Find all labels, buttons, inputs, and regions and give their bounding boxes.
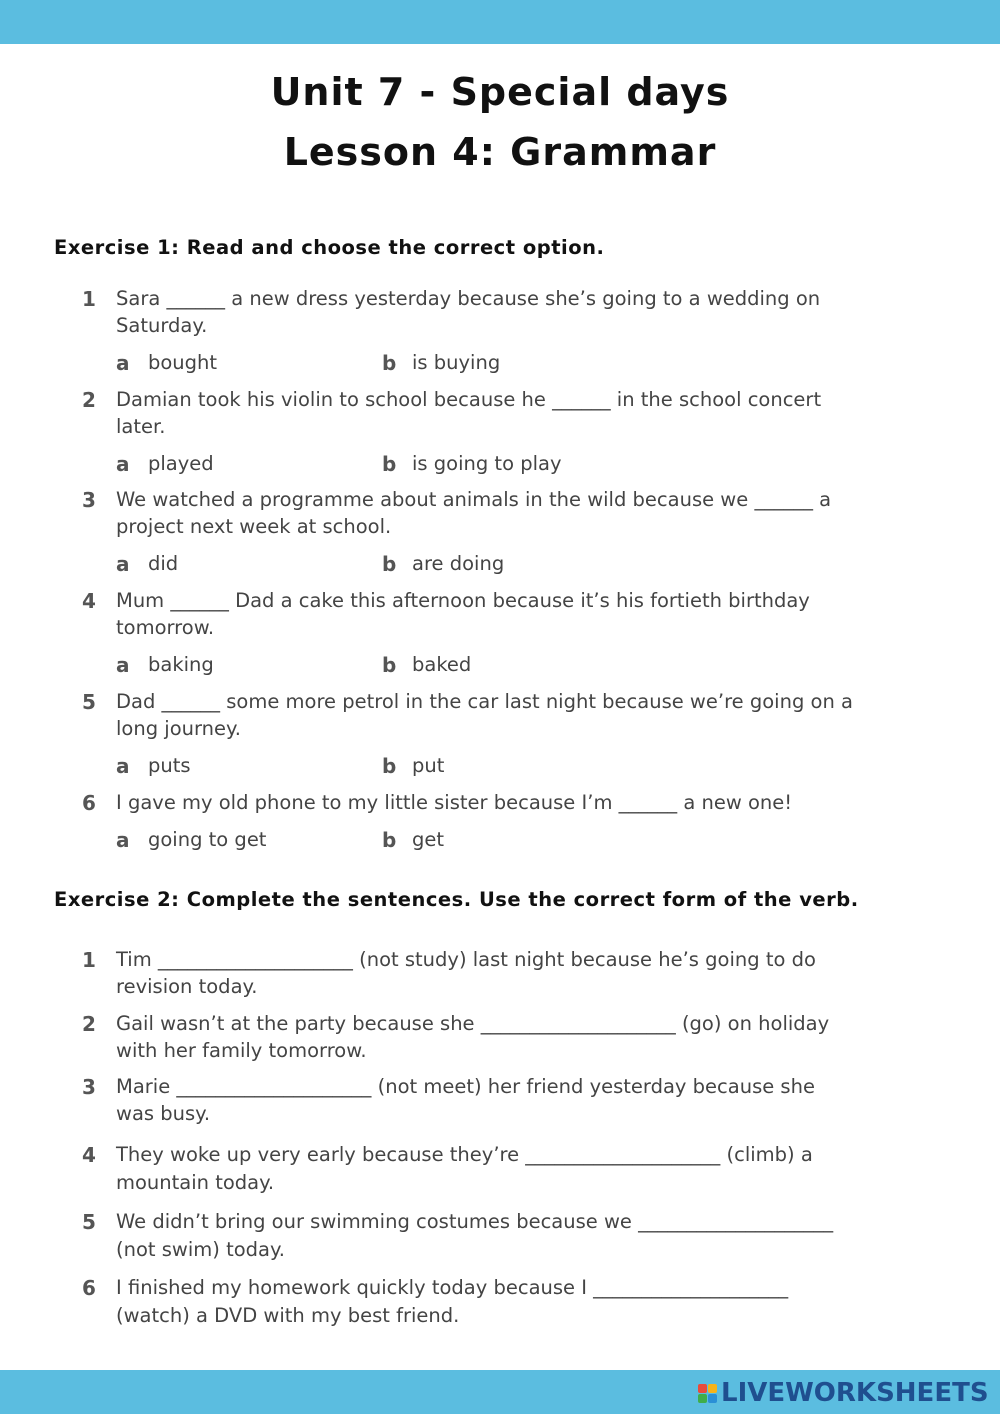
option-b-label: b <box>382 754 397 778</box>
option-b-text[interactable]: is buying <box>412 351 501 374</box>
logo-mark-icon <box>698 1384 717 1403</box>
option-a-label: a <box>116 552 130 576</box>
option-b-label: b <box>382 552 397 576</box>
option-a-label: a <box>116 653 130 677</box>
question-text-continued: (not swim) today. <box>116 1238 285 1261</box>
option-a-label: a <box>116 828 130 852</box>
question-text-continued: long journey. <box>116 717 241 740</box>
question-text-continued: with her family tomorrow. <box>116 1039 367 1062</box>
top-banner <box>0 0 1000 44</box>
question-number: 1 <box>82 948 96 972</box>
option-b-label: b <box>382 452 397 476</box>
question-text[interactable]: They woke up very early because they’re ____________________ (climb) a <box>116 1143 813 1166</box>
liveworksheets-logo[interactable] <box>698 1376 989 1410</box>
option-a-label: a <box>116 351 130 375</box>
question-number: 5 <box>82 1210 96 1234</box>
question-text: I gave my old phone to my little sister because I’m ______ a new one! <box>116 791 793 814</box>
question-text[interactable]: I finished my homework quickly today because I ____________________ <box>116 1276 789 1299</box>
page-title: Unit 7 - Special days <box>270 70 730 114</box>
option-b-text[interactable]: put <box>412 754 445 777</box>
question-number: 1 <box>82 287 96 311</box>
exercise-2-heading: Exercise 2: Complete the sentences. Use the correct form of the verb. <box>54 888 859 911</box>
question-text[interactable]: Tim ____________________ (not study) last night because he’s going to do <box>116 948 816 971</box>
question-text[interactable]: We didn’t bring our swimming costumes because we ____________________ <box>116 1210 834 1233</box>
option-a-text[interactable]: played <box>148 452 214 475</box>
option-a-text[interactable]: did <box>148 552 179 575</box>
option-b-text[interactable]: are doing <box>412 552 505 575</box>
logo-square <box>708 1394 717 1403</box>
question-number: 4 <box>82 1143 96 1167</box>
page-subtitle: Lesson 4: Grammar <box>283 130 717 174</box>
option-b-label: b <box>382 828 397 852</box>
question-text[interactable]: Marie ____________________ (not meet) her friend yesterday because she <box>116 1075 815 1098</box>
question-text-continued: project next week at school. <box>116 515 392 538</box>
question-number: 2 <box>82 1012 96 1036</box>
logo-square <box>698 1394 707 1403</box>
logo-square <box>698 1384 707 1393</box>
logo-text: LIVEWORKSHEETS <box>721 1378 989 1408</box>
question-number: 3 <box>82 1075 96 1099</box>
question-text[interactable]: Gail wasn’t at the party because she ____________________ (go) on holiday <box>116 1012 830 1035</box>
option-b-text[interactable]: get <box>412 828 445 851</box>
question-text-continued: (watch) a DVD with my best friend. <box>116 1304 460 1327</box>
question-text: Sara ______ a new dress yesterday because she’s going to a wedding on <box>116 287 821 310</box>
question-text-continued: mountain today. <box>116 1171 275 1194</box>
option-a-label: a <box>116 452 130 476</box>
option-a-label: a <box>116 754 130 778</box>
question-text-continued: revision today. <box>116 975 258 998</box>
question-number: 4 <box>82 589 96 613</box>
logo-square <box>708 1384 717 1393</box>
question-number: 2 <box>82 388 96 412</box>
question-number: 6 <box>82 791 96 815</box>
option-a-text[interactable]: bought <box>148 351 218 374</box>
option-b-label: b <box>382 351 397 375</box>
question-number: 6 <box>82 1276 96 1300</box>
question-number: 5 <box>82 690 96 714</box>
question-text-continued: later. <box>116 415 166 438</box>
question-text: Mum ______ Dad a cake this afternoon because it’s his fortieth birthday <box>116 589 810 612</box>
question-text: Damian took his violin to school because he ______ in the school concert <box>116 388 822 411</box>
option-a-text[interactable]: puts <box>148 754 191 777</box>
option-a-text[interactable]: baking <box>148 653 214 676</box>
option-a-text[interactable]: going to get <box>148 828 267 851</box>
exercise-1-heading: Exercise 1: Read and choose the correct option. <box>54 236 605 259</box>
option-b-label: b <box>382 653 397 677</box>
question-text-continued: Saturday. <box>116 314 208 337</box>
question-text-continued: tomorrow. <box>116 616 215 639</box>
question-text: We watched a programme about animals in the wild because we ______ a <box>116 488 832 511</box>
option-b-text[interactable]: baked <box>412 653 472 676</box>
question-number: 3 <box>82 488 96 512</box>
question-text-continued: was busy. <box>116 1102 211 1125</box>
option-b-text[interactable]: is going to play <box>412 452 562 475</box>
question-text: Dad ______ some more petrol in the car last night because we’re going on a <box>116 690 853 713</box>
